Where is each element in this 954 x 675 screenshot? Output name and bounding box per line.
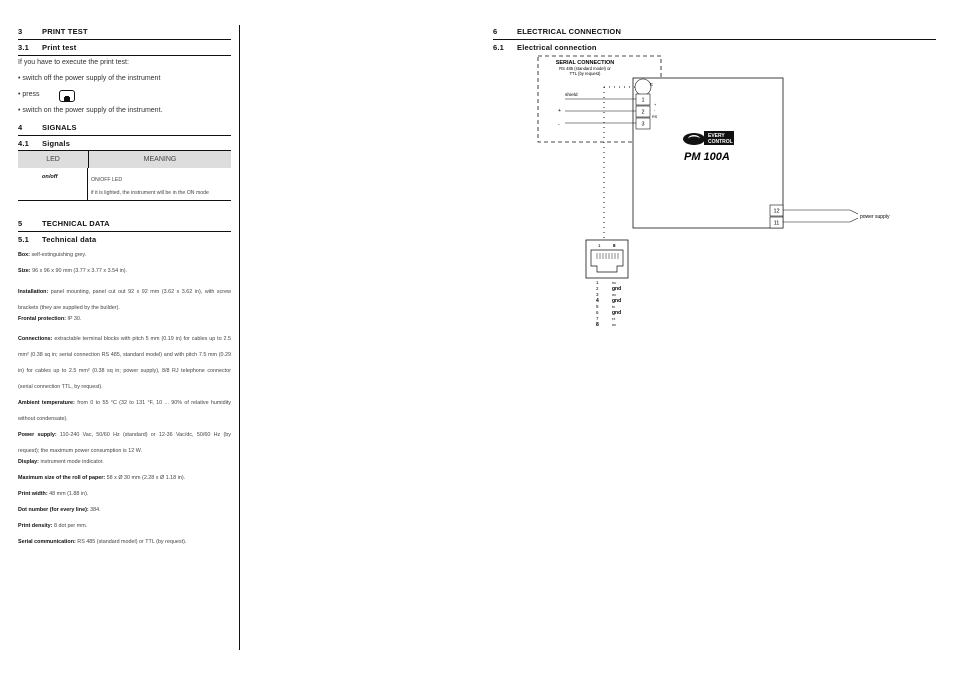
svg-text:nc: nc [612, 280, 617, 285]
svg-text:EVERY: EVERY [708, 133, 725, 139]
spec-serial-communication: Serial communication: RS 485 (standard model) or TTL (by request). [18, 539, 187, 545]
serial-title: SERIAL CONNECTION [555, 60, 615, 66]
svg-text:1: 1 [598, 243, 601, 248]
svg-text:+: + [654, 102, 657, 107]
step-switch-on: • switch on the power supply of the instrument. [18, 107, 163, 114]
svg-text:8: 8 [613, 243, 616, 248]
svg-text:CONTROL: CONTROL [708, 139, 733, 145]
section-3-heading: 3 PRINT TEST [18, 27, 88, 36]
svg-text:nc: nc [612, 322, 617, 327]
section-3-1-heading: 3.1 Print test [18, 43, 77, 52]
svg-text:2: 2 [596, 286, 599, 291]
svg-text:+: + [558, 108, 561, 114]
spec-print-width: Print width: 48 mm (1.88 in). [18, 491, 89, 497]
rj-connector [586, 240, 628, 278]
svg-text:5: 5 [596, 304, 599, 309]
svg-text:RS: RS [652, 115, 658, 119]
spec-display: Display: instrument mode indicator. [18, 459, 104, 465]
spec-frontal-protection: Frontal protection: IP 30. [18, 316, 82, 322]
step-press: • press [18, 91, 40, 98]
svg-text:tx: tx [612, 304, 616, 309]
meaning-cell: ON/OFF LED if it is lighted, the instrument will be in the ON mode [91, 177, 209, 196]
col-meaning-header: MEANING [89, 151, 231, 168]
serial-sub1: RS 485 (standard model) or [559, 66, 611, 71]
section-4-1-heading: 4.1 Signals [18, 139, 71, 148]
svg-text:7: 7 [596, 316, 599, 321]
svg-text:3: 3 [641, 121, 645, 128]
col-led-header: LED [18, 151, 89, 168]
section-6-1-heading: 6.1 Electrical connection [493, 43, 597, 52]
svg-text:11: 11 [773, 220, 780, 227]
svg-text:6: 6 [596, 310, 599, 315]
spec-print-density: Print density: 8 dot per mm. [18, 523, 88, 529]
shield-label: shield [565, 93, 578, 98]
svg-text:rx: rx [612, 316, 616, 321]
step-switch-off: • switch off the power supply of the instrument [18, 75, 161, 82]
spec-power-supply: Power supply: 110-240 Vac, 50/60 Hz (standard) or 12-36 Vac/dc, 50/60 Hz (by request); the maximum power consumption is 12 W. [18, 432, 231, 454]
section-5-heading: 5 TECHNICAL DATA [18, 219, 110, 228]
power-supply-label: power supply [860, 214, 890, 220]
spec-ambient-temperature: Ambient temperature: from 0 to 55 °C (32 to 131 °F, 10 ... 90% of relative humidity without condensate). [18, 400, 232, 422]
svg-text:4: 4 [596, 298, 599, 304]
section-4-heading: 4 SIGNALS [18, 123, 77, 132]
svg-text:12: 12 [773, 208, 780, 215]
section-5-1-heading: 5.1 Technical data [18, 235, 97, 244]
svg-text:8: 8 [596, 322, 599, 328]
svg-text:nc: nc [612, 292, 617, 297]
spec-box: Box: self-extinguishing grey. [18, 252, 87, 258]
spec-dot-number: Dot number (for every line): 384. [18, 507, 101, 513]
serial-sub2: TTL (by request) [569, 71, 601, 76]
earth-mark: E [650, 82, 654, 87]
section-6-heading: 6 ELECTRICAL CONNECTION [493, 27, 622, 36]
shield-ground-circle [635, 79, 654, 95]
svg-text:2: 2 [641, 109, 645, 116]
print-test-intro: If you have to execute the print test: [18, 59, 129, 66]
svg-text:gnd: gnd [612, 310, 622, 316]
pin-list [596, 280, 621, 328]
svg-text:-: - [558, 122, 560, 128]
spec-connections: Connections: extractable terminal blocks with pitch 5 mm (0.19 in) for cables up to 2.5 mm² (0.38 sq in; serial connection RS 485, standard model) and with pitch 7.5 mm (0.29 in) for cables up to 2.5 mm² (0.38 sq in; power supply), 8/8 RJ telephone connector (serial connection TTL, by request). [18, 336, 231, 390]
svg-text:3: 3 [596, 292, 599, 297]
spec-size: Size: 96 x 96 x 90 mm (3.77 x 3.77 x 3.54 in). [18, 268, 128, 274]
spec-paper-roll: Maximum size of the roll of paper: 58 x Ø 30 mm (2.28 x Ø 1.18 in). [18, 475, 186, 481]
led-cell: on/off [18, 168, 88, 200]
spec-installation: Installation: panel mounting, panel cut out 92 x 92 mm (3.62 x 3.62 in), with screw brackets (they are supplied by the builder). [18, 289, 231, 311]
svg-text:gnd: gnd [612, 298, 622, 304]
svg-text:gnd: gnd [612, 286, 622, 292]
model-name: PM 100A [684, 151, 730, 163]
svg-text:1: 1 [641, 97, 645, 104]
svg-text:-: - [654, 107, 656, 112]
svg-text:1: 1 [596, 280, 599, 285]
